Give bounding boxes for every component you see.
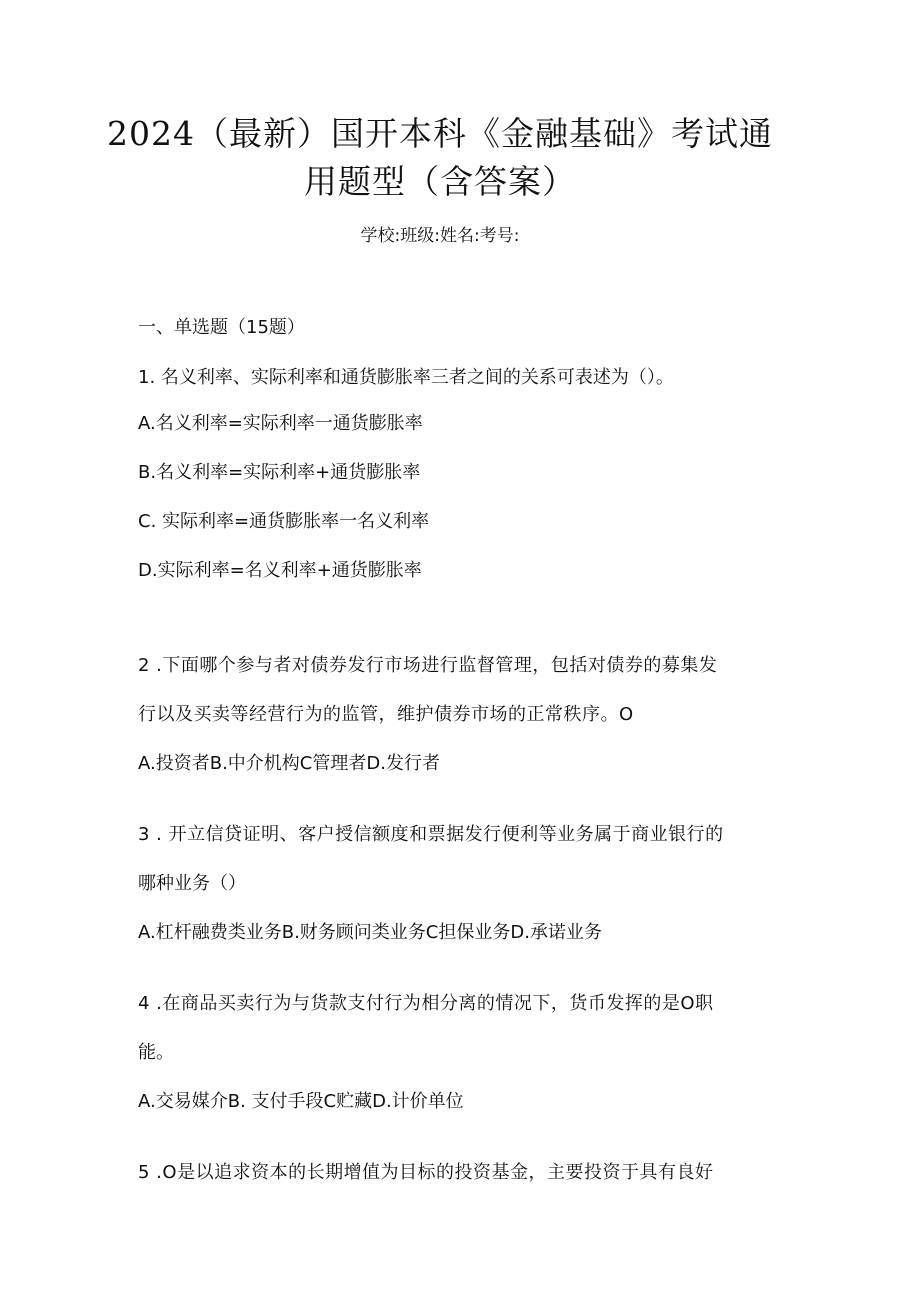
question-1-option-a: A.名义利率=实际利率一通货膨胀率 xyxy=(138,413,423,434)
question-2-options: A.投资者B.中介机构C管理者D.发行者 xyxy=(138,753,440,774)
question-4-stem-line-2: 能。 xyxy=(138,1042,174,1063)
question-3-stem-line-2: 哪种业务（） xyxy=(138,873,246,894)
question-2-stem-line-2: 行以及买卖等经营行为的监管，维护债券市场的正常秩序。O xyxy=(138,704,634,725)
student-info-line: 学校:班级:姓名:考号: xyxy=(360,226,520,246)
question-4-options: A.交易媒介B. 支付手段C贮藏D.计价单位 xyxy=(138,1091,464,1112)
document-title-line-1: 2024（最新）国开本科《金融基础》考试通 xyxy=(107,114,773,153)
question-4-stem-line-1: 4 .在商品买卖行为与货款支付行为相分离的情况下，货币发挥的是O职 xyxy=(138,993,714,1014)
question-3-stem-line-1: 3 . 开立信贷证明、客户授信额度和票据发行便利等业务属于商业银行的 xyxy=(138,824,724,845)
question-1-stem: 1. 名义利率、实际利率和通货膨胀率三者之间的关系可表述为（）。 xyxy=(138,367,674,388)
section-heading: 一、单选题（15题） xyxy=(138,317,305,338)
document-title-line-2: 用题型（含答案） xyxy=(304,162,576,201)
question-3-options: A.杠杆融费类业务B.财务顾问类业务C担保业务D.承诺业务 xyxy=(138,922,602,943)
question-1-option-b: B.名义利率=实际利率+通货膨胀率 xyxy=(138,462,421,483)
question-5-stem-line-1: 5 .O是以追求资本的长期增值为目标的投资基金，主要投资于具有良好 xyxy=(138,1162,714,1183)
question-1-option-d: D.实际利率=名义利率+通货膨胀率 xyxy=(138,560,422,581)
question-2-stem-line-1: 2 .下面哪个参与者对债券发行市场进行监督管理，包括对债券的募集发 xyxy=(138,655,718,676)
question-1-option-c: C. 实际利率=通货膨胀率一名义利率 xyxy=(138,511,430,532)
